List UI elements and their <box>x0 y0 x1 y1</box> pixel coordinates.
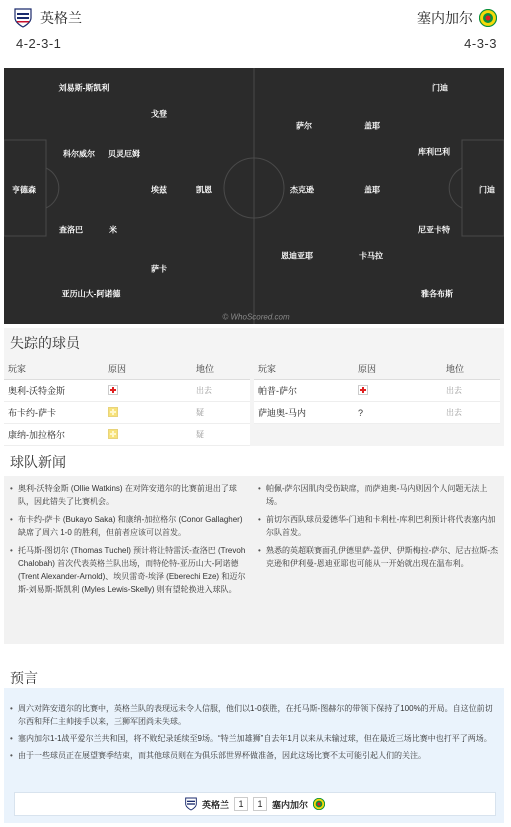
preview-item: • 由于一些球员正在展望赛季结束，而其他球员则在为俱乐部世界杯做准备，因此这场比赛不太可能引起人们的关注。 <box>10 749 498 762</box>
match-header <box>0 0 511 62</box>
table-row <box>4 424 250 446</box>
lineup-pitch <box>4 68 504 324</box>
news-item: • 奥利-沃特金斯 (Ollie Watkins) 在对阵安道尔的比赛前退出了球队，因此错失了比赛机会。 <box>10 482 246 508</box>
preview-item: • 周六对阵安道尔的比赛中，英格兰队的表现远未令人信服，他们以1-0获胜，在托马斯-图赫尔的带领下保持了100%的开局。自这位前切尔西和拜仁主帅接手以来，三狮军团尚未失球。 <box>10 702 498 728</box>
away-player[interactable]: 盖耶 <box>364 185 380 195</box>
preview-item: • 塞内加尔1-1战平爱尔兰共和国，将不败纪录延续至9场。“特兰加雄狮”自去年1月以来从未输过球，但在最近三场比赛中也打平了两场。 <box>10 732 498 745</box>
question-mark-icon: ? <box>358 407 364 418</box>
away-missing-table <box>254 358 500 424</box>
away-player[interactable]: 雅各布斯 <box>421 289 453 299</box>
col-status: 地位 <box>196 364 215 374</box>
home-player[interactable]: 凯恩 <box>196 185 212 195</box>
player-name[interactable]: 奥利-沃特金斯 <box>8 386 65 396</box>
news-item: • 布卡约-萨卡 (Bukayo Saka) 和康纳-加拉格尔 (Conor Gallagher) 缺席了周六 1-0 的胜利，但前者应该可以首发。 <box>10 513 246 539</box>
injury-icon <box>108 385 118 395</box>
table-row <box>4 402 250 424</box>
player-status: 出去 <box>196 386 212 395</box>
away-player[interactable]: 萨尔 <box>296 121 312 131</box>
score-away-team: 塞内加尔 <box>272 799 309 810</box>
home-player[interactable]: 科尔威尔 <box>63 149 95 159</box>
home-player[interactable]: 戈登 <box>151 109 167 119</box>
player-name[interactable]: 萨迪奥-马内 <box>258 408 306 418</box>
preview-section <box>4 688 504 823</box>
missing-players-title: 失踪的球员 <box>10 335 80 351</box>
away-news <box>258 482 498 575</box>
player-name[interactable]: 布卡约-萨卡 <box>8 408 56 418</box>
news-item: • 前切尔西队球员爱德华-门迪和卡利杜-库利巴利预计将代表塞内加尔队首发。 <box>258 513 498 539</box>
table-row <box>254 402 500 424</box>
score-away-goals: 1 <box>253 797 267 811</box>
missing-players-section <box>4 328 504 446</box>
news-item: • 熟悉的英超联赛面孔伊德里萨-盖伊、伊斯梅拉-萨尔、尼古拉斯-杰克逊和伊利曼-恩迪亚耶也可能从一开始就出现在温布利。 <box>258 544 498 570</box>
senegal-crest-icon <box>313 798 325 810</box>
home-team[interactable] <box>14 8 82 28</box>
table-row <box>254 380 500 402</box>
news-item: • 帕佩-萨尔因肌肉受伤缺席，而萨迪奥-马内则因个人问题无法上场。 <box>258 482 498 508</box>
preview-title: 预言 <box>10 670 38 686</box>
table-row <box>4 380 250 402</box>
team-news-section <box>4 476 504 644</box>
home-player[interactable]: 贝灵厄姆 <box>108 149 140 159</box>
pitch-markings <box>4 68 504 324</box>
home-player[interactable]: 埃兹 <box>151 185 167 195</box>
col-reason: 原因 <box>358 364 377 374</box>
doubtful-icon <box>108 429 118 439</box>
player-status: 出去 <box>446 408 462 417</box>
col-status: 地位 <box>446 364 465 374</box>
home-player[interactable]: 萨卡 <box>151 264 167 274</box>
away-player[interactable]: 恩迪亚耶 <box>281 251 313 261</box>
col-player: 玩家 <box>8 364 27 374</box>
away-player[interactable]: 门迪 <box>479 185 495 195</box>
home-player[interactable]: 刘易斯-斯凯利 <box>58 83 110 93</box>
away-player[interactable]: 库利巴利 <box>418 147 450 157</box>
table-header <box>4 358 250 380</box>
home-news <box>10 482 246 601</box>
home-player[interactable]: 亨德森 <box>12 185 36 195</box>
home-player[interactable]: 亚历山大-阿诺德 <box>61 289 121 299</box>
home-missing-table <box>4 358 250 446</box>
away-formation: 4-3-3 <box>464 36 497 51</box>
watermark: © WhoScored.com <box>222 312 290 322</box>
home-player[interactable]: 查洛巴 <box>59 225 83 235</box>
away-player[interactable]: 盖耶 <box>364 121 380 131</box>
home-formation: 4-2-3-1 <box>16 36 62 51</box>
injury-icon <box>358 385 368 395</box>
table-header <box>254 358 500 380</box>
news-item: • 托马斯-图切尔 (Thomas Tuchel) 预计将让特雷沃-查洛巴 (Trevoh Chalobah) 首次代表英格兰队出场，而特伦特-亚历山大-阿诺德 (Trent Alexander-Arnold)、埃贝雷奇-埃泽 (Eberechi Eze) 和迈尔斯-刘易斯-斯凯利 (Myles Lewis-Skelly) 则有望轮换进入球队。 <box>10 544 246 596</box>
score-home-goals: 1 <box>234 797 248 811</box>
player-status: 疑 <box>196 430 204 439</box>
player-status: 疑 <box>196 408 204 417</box>
away-team[interactable] <box>417 8 497 28</box>
col-reason: 原因 <box>108 364 127 374</box>
col-player: 玩家 <box>258 364 277 374</box>
doubtful-icon <box>108 407 118 417</box>
score-home-team: 英格兰 <box>201 799 229 810</box>
away-player[interactable]: 门迪 <box>432 83 448 93</box>
england-crest-icon <box>185 797 197 811</box>
team-news-title: 球队新闻 <box>10 454 66 470</box>
away-team-name: 塞内加尔 <box>417 10 473 26</box>
player-status: 出去 <box>446 386 462 395</box>
predicted-score <box>14 792 496 816</box>
senegal-crest-icon <box>479 9 497 27</box>
england-crest-icon <box>14 8 32 28</box>
away-player[interactable]: 卡马拉 <box>359 251 383 261</box>
player-name[interactable]: 帕普-萨尔 <box>258 386 297 396</box>
away-player[interactable]: 杰克逊 <box>290 185 314 195</box>
home-team-name: 英格兰 <box>40 10 82 26</box>
player-name[interactable]: 康纳-加拉格尔 <box>8 430 65 440</box>
home-player[interactable]: 米 <box>109 225 117 235</box>
away-player[interactable]: 尼亚卡特 <box>418 225 450 235</box>
